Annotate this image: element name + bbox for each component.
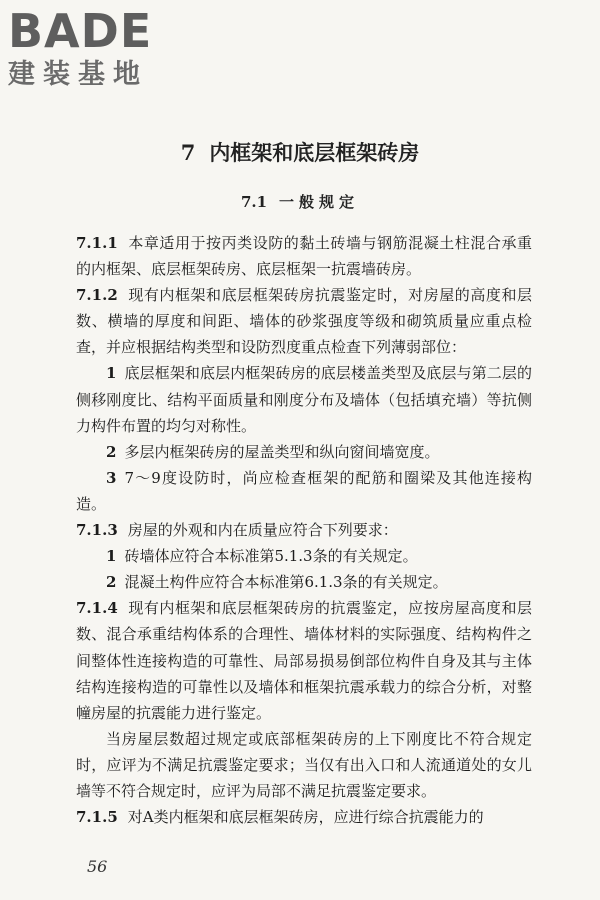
paragraph-text: 底层框架和底层内框架砖房的底层楼盖类型及底层与第二层的侧移刚度比、结构平面质量和刚度分布及墙体（包括填充墙）等抗侧力构件布置的均匀对称性。 xyxy=(76,364,532,435)
item-number: 2 xyxy=(106,442,117,461)
section-title: 一般规定 xyxy=(279,193,360,211)
paragraph-text: 现有内框架和底层框架砖房抗震鉴定时，对房屋的高度和层数、横墙的厚度和间距、墙体的砂浆强度等级和砌筑质量应重点检查，并应根据结构类型和设防烈度重点检查下列薄弱部位： xyxy=(76,286,532,357)
clause-paragraph xyxy=(76,595,532,725)
clause-number: 7.1.5 xyxy=(76,808,118,827)
list-item xyxy=(76,465,532,517)
section-heading xyxy=(0,191,600,212)
item-number: 1 xyxy=(106,364,117,383)
clause-paragraph xyxy=(76,230,532,282)
list-item xyxy=(76,543,532,569)
body-text xyxy=(76,230,532,830)
chapter-number: 7 xyxy=(180,140,196,165)
clause-number: 7.1.3 xyxy=(76,521,118,540)
paragraph-text: 砖墙体应符合本标准第5.1.3条的有关规定。 xyxy=(124,547,418,566)
paragraph-text: 7～9度设防时，尚应检查框架的配筋和圈梁及其他连接构造。 xyxy=(76,468,532,513)
chapter-heading xyxy=(0,137,600,167)
logo-wordmark: BADE xyxy=(8,4,153,58)
item-number: 2 xyxy=(106,573,117,592)
clause-paragraph xyxy=(76,282,532,360)
list-item xyxy=(76,360,532,438)
continuation-paragraph xyxy=(76,726,532,804)
page-number: 56 xyxy=(87,857,108,876)
section-number: 7.1 xyxy=(240,193,268,211)
paragraph-text: 多层内框架砖房的屋盖类型和纵向窗间墙宽度。 xyxy=(124,442,440,461)
list-item xyxy=(76,439,532,465)
paragraph-text: 对A类内框架和底层框架砖房，应进行综合抗震能力的 xyxy=(127,808,484,827)
logo-subtitle: 建装基地 xyxy=(8,59,148,90)
item-number: 1 xyxy=(106,547,117,566)
paragraph-text: 现有内框架和底层框架砖房的抗震鉴定，应按房屋高度和层数、混合承重结构体系的合理性、墙体材料的实际强度、结构构件之间整体性连接构造的可靠性、局部易损易倒部位构件自身及其与主体结构连接构造的可靠性以及墙体和框架抗震承载力的综合分析，对整幢房屋的抗震能力进行鉴定。 xyxy=(76,599,532,722)
paragraph-text: 本章适用于按丙类设防的黏土砖墙与钢筋混凝土柱混合承重的内框架、底层框架砖房、底层框架一抗震墙砖房。 xyxy=(76,234,532,279)
chapter-title: 内框架和底层框架砖房 xyxy=(209,140,420,165)
clause-paragraph xyxy=(76,517,532,543)
clause-paragraph xyxy=(76,804,532,830)
clause-number: 7.1.2 xyxy=(76,286,118,305)
paragraph-text: 当房屋层数超过规定或底部框架砖房的上下刚度比不符合规定时，应评为不满足抗震鉴定要求；当仅有出入口和人流通道处的女儿墙等不符合规定时，应评为局部不满足抗震鉴定要求。 xyxy=(76,729,532,800)
paragraph-text: 房屋的外观和内在质量应符合下列要求： xyxy=(127,521,398,540)
list-item xyxy=(76,569,532,595)
clause-number: 7.1.4 xyxy=(76,599,118,618)
item-number: 3 xyxy=(106,468,117,487)
bade-logo xyxy=(8,6,152,92)
clause-number: 7.1.1 xyxy=(76,234,118,252)
paragraph-text: 混凝土构件应符合本标准第6.1.3条的有关规定。 xyxy=(124,573,448,592)
